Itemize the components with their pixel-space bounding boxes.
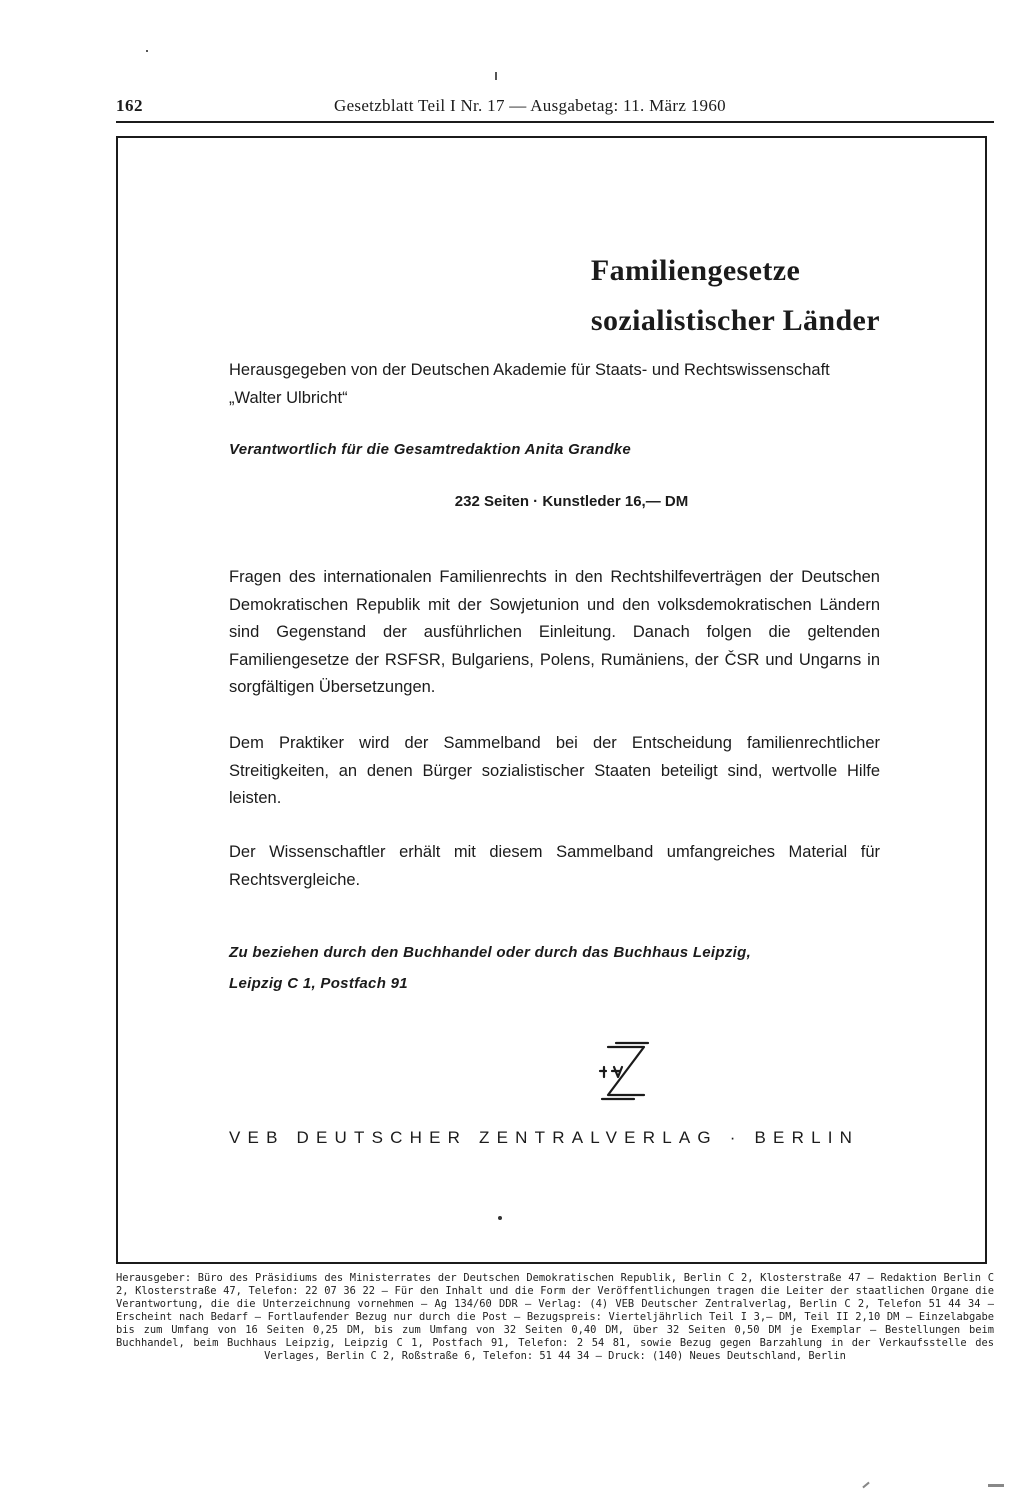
page-number: 162 [116,96,143,115]
order-line-2: Leipzig C 1, Postfach 91 [229,975,408,992]
description-paragraph-3: Der Wissenschaftler erhält mit diesem Sammelband umfangreiches Material für Rechtsvergleiche. [229,843,880,889]
publisher-line-1: Herausgegeben von der Deutschen Akademie für Staats- und Rechtswissenschaft [229,361,830,379]
print-speck [146,50,148,52]
description-paragraph-1: Fragen des internationalen Familienrechts in den Rechtshilfeverträgen der Deutschen Demokratischen Republik mit der Sowjetunion und den volksdemokratischen Ländern sind Gegenstand der ausführlichen Einleitung. Danach folgen die geltenden Familiengesetze der RSFSR, Bulgariens, Polens, Rumäniens, der ČSR und Ungarns in sorgfältigen Übersetzungen. [229,568,880,696]
book-title [591,246,880,346]
description-paragraph-2: Dem Praktiker wird der Sammelband bei der Entscheidung familienrechtlicher Streitigkeiten, an denen Bürger sozialistischer Staaten beteiligt sind, wertvolle Hilfe leisten. [229,734,880,807]
order-line-1: Zu beziehen durch den Buchhandel oder durch das Buchhaus Leipzig, [229,944,752,961]
book-title-line-2: sozialistischer Länder [590,304,880,337]
print-speck [988,1484,1004,1487]
publisher-logo-icon [594,1041,654,1103]
price-info: 232 Seiten · Kunstleder 16,— DM [454,493,689,510]
order-info [229,937,751,999]
publisher-imprint-line: VEB DEUTSCHER ZENTRALVERLAG · BERLIN [229,1128,860,1147]
header-divider [116,121,994,123]
book-advertisement [116,136,987,1264]
book-title-line-1: Familiengesetze [590,254,801,287]
page-header [116,96,994,122]
print-speck [862,1482,869,1489]
header-title: Gesetzblatt Teil I Nr. 17 — Ausgabetag: 11. März 1960 [334,96,726,115]
publisher-line-2: „Walter Ulbricht“ [229,389,348,407]
print-speck [498,1216,502,1220]
legal-imprint: Herausgeber: Büro des Präsidiums des Ministerrates der Deutschen Demokratischen Republik, Berlin C 2, Klosterstraße 47 — Redaktion Berlin C 2, Klosterstraße 47, Telefon: 22 07 36 22 — Für den Inhalt und die Form der Veröffentlichungen tragen die Leiter der staatlichen Organe die Verantwortung, die die Unterzeichnung vornehmen — Ag 134/60 DDR — Verlag: (4) VEB Deutscher Zentralverlag, Berlin C 2, Telefon 51 44 34 — Erscheint nach Bedarf — Fortlaufender Bezug nur durch die Post — Bezugspreis: Vierteljährlich Teil I 3,— DM, Teil II 2,10 DM — Einzelabgabe bis zum Umfang von 16 Seiten 0,25 DM, bis zum Umfang von 32 Seiten 0,40 DM, über 32 Seiten 0,50 DM je Exemplar — Bestellungen beim Buchhandel, beim Buchhaus Leipzig, Leipzig C 1, Postfach 91, Telefon: 2 54 81, sowie Bezug gegen Barzahlung in der Verkaufsstelle des Verlages, Berlin C 2, Roßstraße 6, Telefon: 51 44 34 — Druck: (140) Neues Deutschland, Berlin [116,1272,994,1362]
print-speck [495,72,497,80]
publisher-credit [229,356,889,412]
editor-credit: Verantwortlich für die Gesamtredaktion Anita Grandke [229,441,632,458]
